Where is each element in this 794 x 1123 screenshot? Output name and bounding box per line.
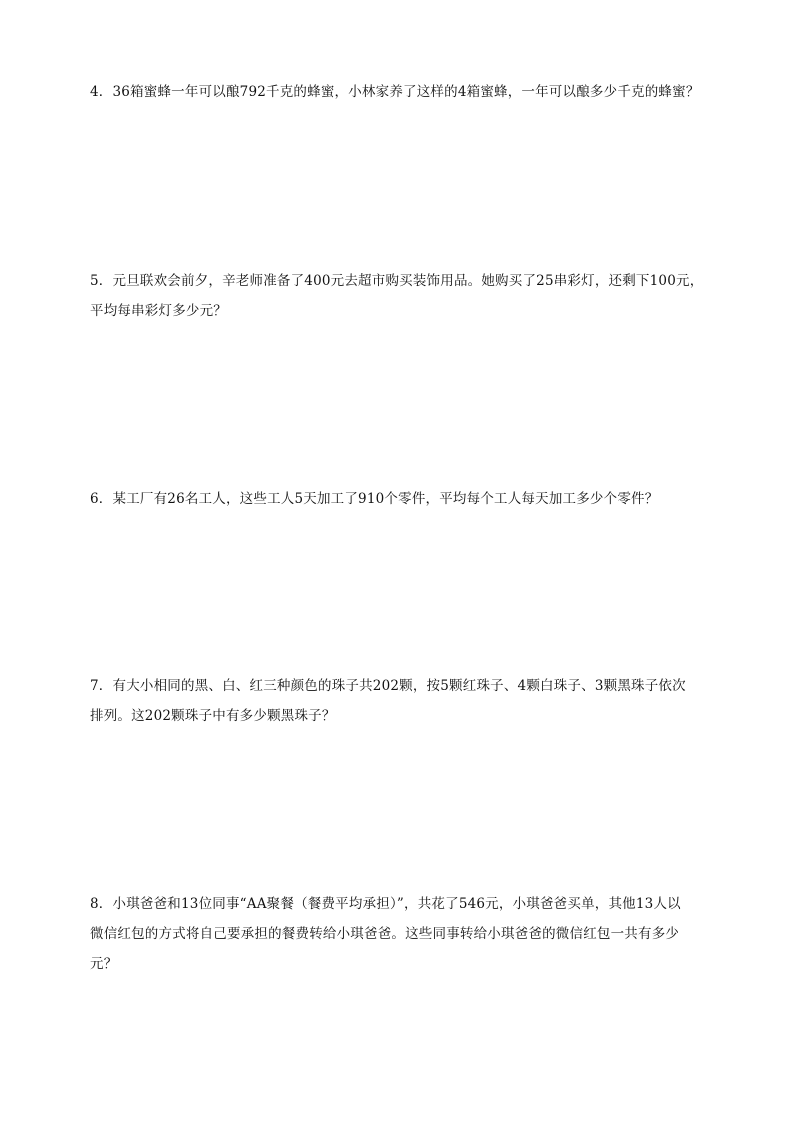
question-6 [90, 484, 710, 514]
question-7-line-2: 排列。这202颗珠子中有多少颗黑珠子？ [90, 708, 336, 724]
question-8 [90, 889, 710, 979]
question-7 [90, 671, 710, 731]
question-8-line-3: 元？ [90, 956, 118, 972]
question-7-line-1: 7．有大小相同的黑、白、红三种颜色的珠子共202颗，按5颗红珠子、4颗白珠子、3颗黑珠子依次 [90, 678, 686, 694]
question-5 [90, 266, 710, 326]
question-6-line-1: 6．某工厂有26名工人，这些工人5天加工了910个零件，平均每个工人每天加工多少个零件？ [90, 491, 659, 507]
question-8-line-2: 微信红包的方式将自己要承担的餐费转给小琪爸爸。这些同事转给小琪爸爸的微信红包一共有多少 [90, 926, 680, 942]
question-8-line-1: 8．小琪爸爸和13位同事“AA聚餐（餐费平均承担）”，共花了546元，小琪爸爸买单，其他13人以 [90, 896, 681, 912]
question-4-line-1: 4．36箱蜜蜂一年可以酿792千克的蜂蜜，小林家养了这样的4箱蜜蜂，一年可以酿多少千克的蜂蜜？ [90, 84, 700, 100]
question-4 [90, 77, 710, 107]
question-5-line-2: 平均每串彩灯多少元？ [90, 303, 227, 319]
question-5-line-1: 5．元旦联欢会前夕，辛老师准备了400元去超市购买装饰用品。她购买了25串彩灯，还剩下100元， [90, 273, 704, 289]
